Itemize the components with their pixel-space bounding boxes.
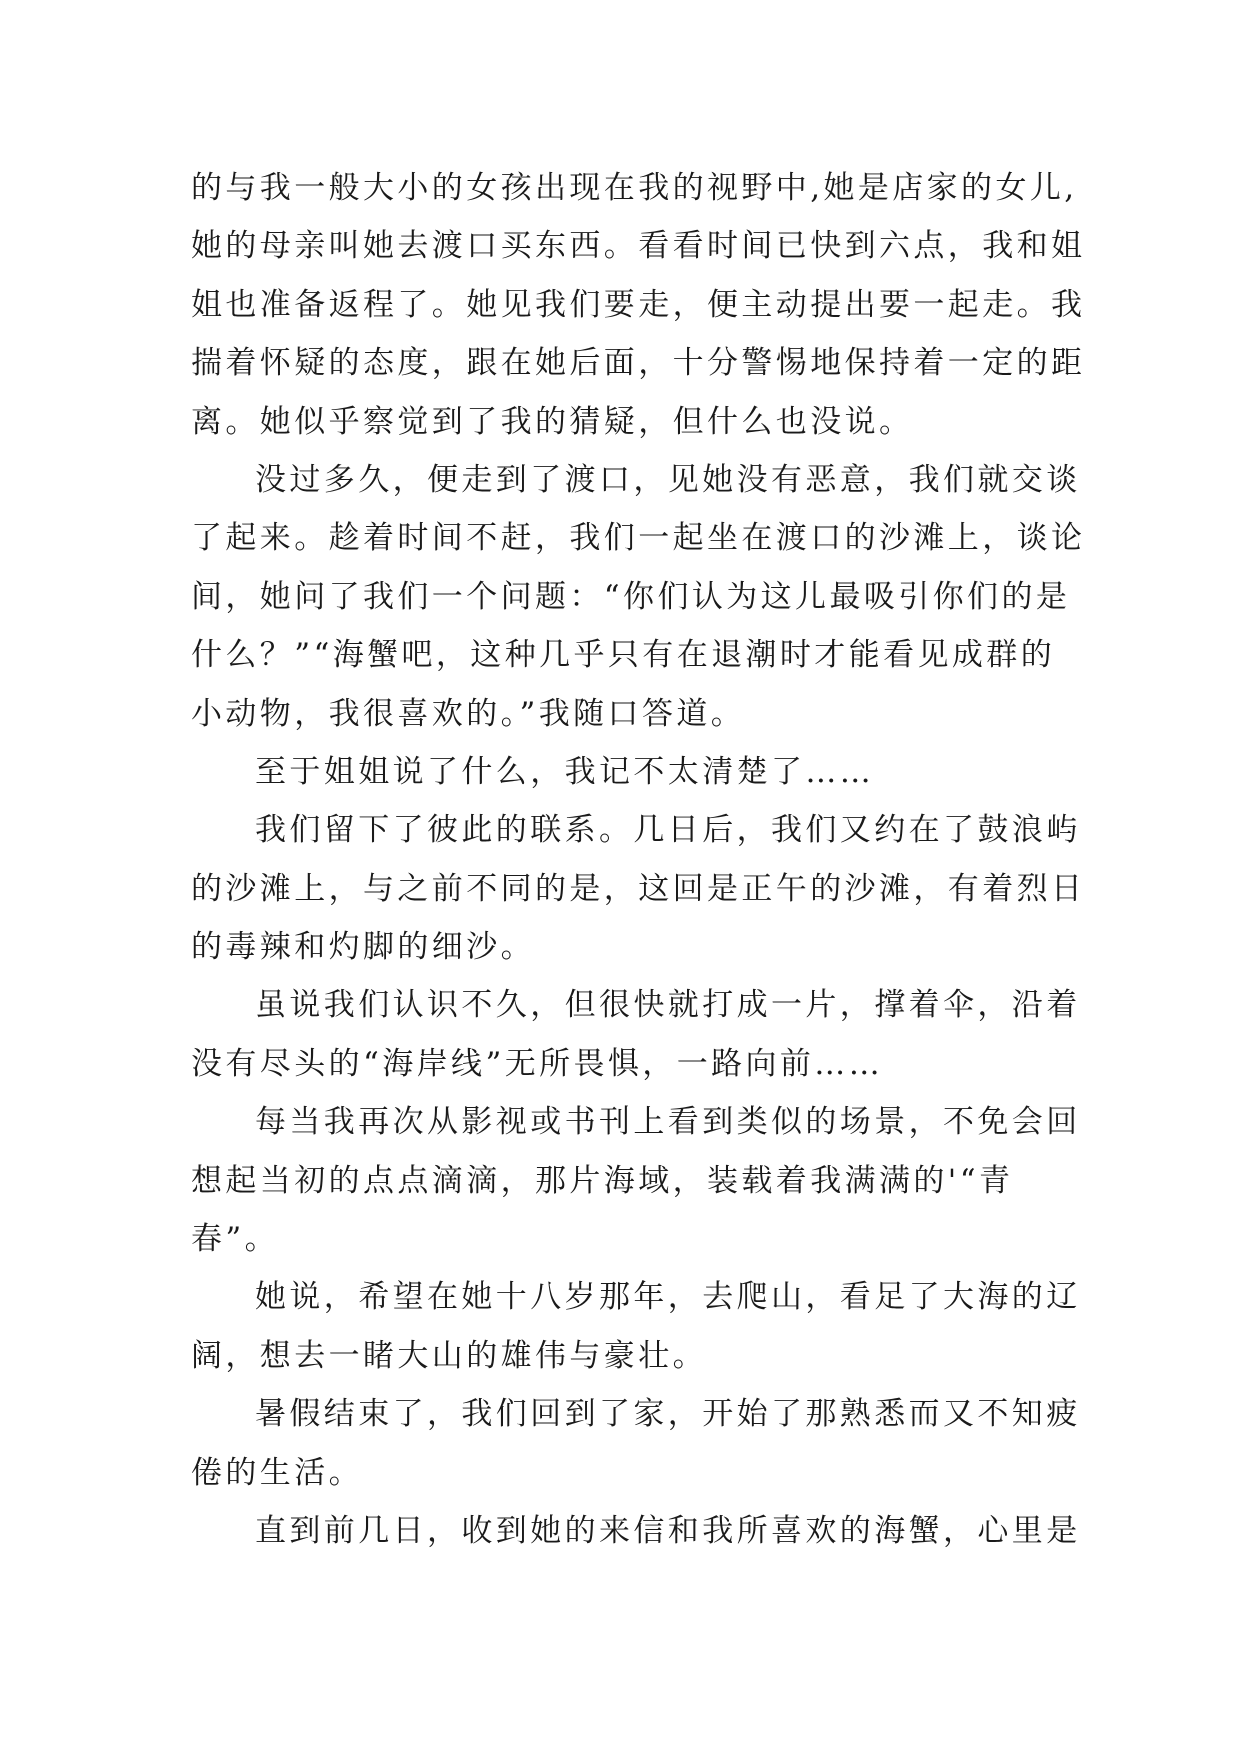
text-line: 姐也准备返程了。她见我们要走，便主动提出要一起走。我	[191, 286, 1086, 323]
text-line: 至于姐姐说了什么，我记不太清楚了……	[255, 753, 875, 790]
text-line: 春”。	[191, 1221, 280, 1258]
text-line: 间，她问了我们一个问题：“你们认为这儿最吸引你们的是	[191, 578, 1071, 615]
text-line: 的毒辣和灼脚的细沙。	[191, 929, 535, 966]
text-line: 了起来。趁着时间不赶，我们一起坐在渡口的沙滩上，谈论	[191, 520, 1086, 557]
text-line: 虽说我们认识不久，但很快就打成一片，撑着伞，沿着	[255, 987, 1081, 1024]
text-line: 阔，想去一睹大山的雄伟与豪壮。	[191, 1337, 707, 1374]
text-line: 她的母亲叫她去渡口买东西。看看时间已快到六点，我和姐	[191, 228, 1086, 265]
text-line: 想起当初的点点滴滴，那片海域，装载着我满满的'“青	[191, 1162, 1014, 1199]
text-line: 她说，希望在她十八岁那年，去爬山，看足了大海的辽	[255, 1279, 1081, 1316]
text-line: 直到前几日，收到她的来信和我所喜欢的海蟹，心里是	[255, 1512, 1081, 1549]
text-line: 暑假结束了，我们回到了家，开始了那熟悉而又不知疲	[255, 1396, 1081, 1433]
text-line: 揣着怀疑的态度，跟在她后面，十分警惕地保持着一定的距	[191, 345, 1086, 382]
body-text	[191, 159, 1086, 1560]
text-line: 没有尽头的“海岸线”无所畏惧，一路向前……	[191, 1045, 884, 1082]
text-line: 的与我一般大小的女孩出现在我的视野中,她是店家的女儿,	[191, 170, 1078, 206]
text-line: 小动物，我很喜欢的。”我随口答道。	[191, 695, 746, 732]
text-line: 每当我再次从影视或书刊上看到类似的场景，不免会回	[255, 1104, 1081, 1141]
text-line: 没过多久，便走到了渡口，见她没有恶意，我们就交谈	[255, 461, 1081, 498]
text-line: 我们留下了彼此的联系。几日后，我们又约在了鼓浪屿	[255, 812, 1081, 849]
text-line: 倦的生活。	[191, 1454, 363, 1491]
text-line: 的沙滩上，与之前不同的是，这回是正午的沙滩，有着烈日	[191, 870, 1086, 907]
text-line: 什么？”“海蟹吧，这种几乎只有在退潮时才能看见成群的	[191, 637, 1056, 674]
text-line: 离。她似乎察觉到了我的猜疑，但什么也没说。	[191, 403, 914, 440]
